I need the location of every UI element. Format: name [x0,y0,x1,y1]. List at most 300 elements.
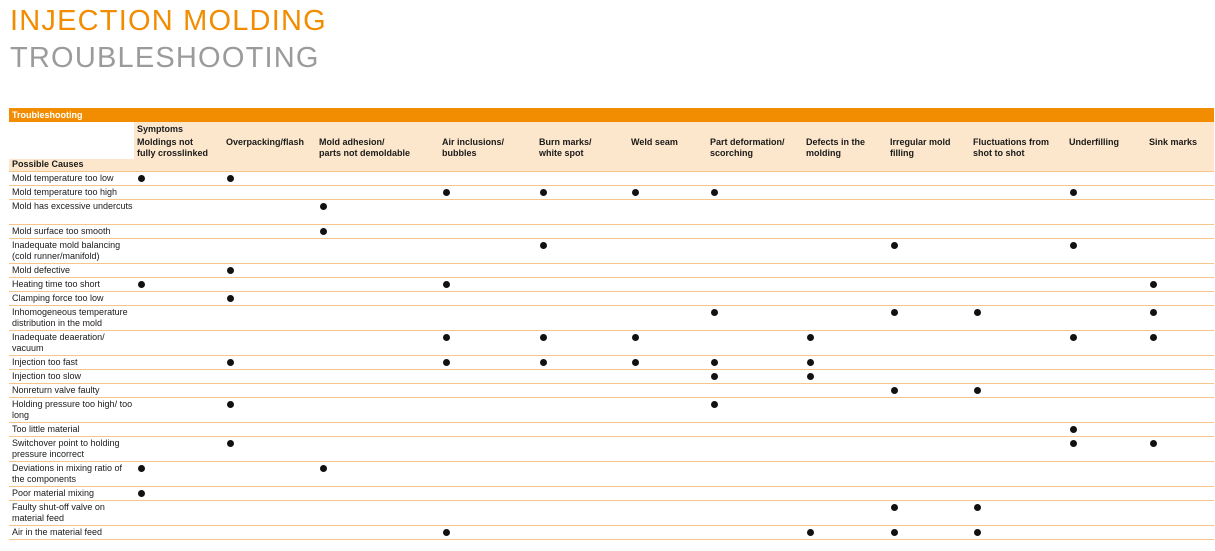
page-title: INJECTION MOLDING [10,5,327,37]
bullet-dot-icon [891,242,898,249]
mark-cell [803,238,887,263]
mark-cell [970,369,1066,383]
mark-cell [803,383,887,397]
mark-cell [1066,291,1146,305]
mark-cell [970,224,1066,238]
mark-cell [628,171,707,185]
table-row [9,224,1214,238]
mark-cell [707,397,803,422]
table-row [9,422,1214,436]
mark-cell [134,171,223,185]
symptom-header-line: Underfilling [1069,137,1119,147]
bullet-dot-icon [138,490,145,497]
mark-cell [803,436,887,461]
cause-label: Mold defective [9,263,134,277]
mark-cell [134,224,223,238]
mark-cell [970,185,1066,199]
mark-cell [223,500,316,525]
mark-cell [1066,461,1146,486]
cause-label: Nonreturn valve faulty [9,383,134,397]
table-row [9,199,1214,224]
symptom-header-line: Moldings not [137,137,193,147]
mark-cell [803,355,887,369]
mark-cell [316,171,439,185]
mark-cell [316,224,439,238]
cause-label: Switchover point to holding pressure incorrect [9,436,134,461]
mark-cell [707,330,803,355]
mark-cell [628,500,707,525]
causes-band-cell [1066,159,1146,171]
mark-cell [223,383,316,397]
mark-cell [1066,330,1146,355]
bullet-dot-icon [807,359,814,366]
bullet-dot-icon [443,281,450,288]
mark-cell [628,291,707,305]
mark-cell [970,461,1066,486]
mark-cell [439,238,536,263]
mark-cell [316,383,439,397]
bullet-dot-icon [138,281,145,288]
mark-cell [707,383,803,397]
mark-cell [1146,263,1214,277]
mark-cell [1066,369,1146,383]
mark-cell [223,171,316,185]
mark-cell [803,461,887,486]
mark-cell [628,330,707,355]
symptom-header [803,135,887,159]
mark-cell [628,397,707,422]
mark-cell [134,500,223,525]
mark-cell [316,397,439,422]
symptom-header-line: Air inclusions/ [442,137,505,147]
cause-label: Too little material [9,422,134,436]
causes-band-cell [1146,159,1214,171]
mark-cell [316,291,439,305]
mark-cell [536,525,628,539]
bullet-dot-icon [227,175,234,182]
bullet-dot-icon [540,359,547,366]
mark-cell [707,436,803,461]
bullet-dot-icon [891,309,898,316]
bullet-dot-icon [443,359,450,366]
mark-cell [223,436,316,461]
bullet-dot-icon [891,504,898,511]
mark-cell [970,277,1066,291]
bullet-dot-icon [227,440,234,447]
mark-cell [1066,422,1146,436]
mark-cell [803,277,887,291]
mark-cell [970,330,1066,355]
bullet-dot-icon [443,334,450,341]
mark-cell [439,369,536,383]
symptom-header-line: filling [890,148,914,158]
cause-label: Inhomogeneous temperature distribution in the mold [9,305,134,330]
mark-cell [439,397,536,422]
bullet-dot-icon [632,189,639,196]
bullet-dot-icon [443,189,450,196]
bullet-dot-icon [807,334,814,341]
mark-cell [1146,383,1214,397]
mark-cell [1146,330,1214,355]
mark-cell [887,291,970,305]
causes-label: Possible Causes [9,159,134,171]
bullet-dot-icon [711,401,718,408]
bullet-dot-icon [227,267,234,274]
mark-cell [536,185,628,199]
symptom-header-line: Mold adhesion/ [319,137,385,147]
mark-cell [536,486,628,500]
page-subtitle: TROUBLESHOOTING [10,42,320,74]
bullet-dot-icon [807,529,814,536]
bullet-dot-icon [227,401,234,408]
mark-cell [439,199,536,224]
mark-cell [1066,383,1146,397]
bullet-dot-icon [1150,440,1157,447]
mark-cell [1066,199,1146,224]
mark-cell [628,263,707,277]
mark-cell [887,397,970,422]
mark-cell [134,330,223,355]
mark-cell [707,486,803,500]
mark-cell [316,461,439,486]
mark-cell [439,291,536,305]
bullet-dot-icon [891,387,898,394]
mark-cell [223,224,316,238]
table-row [9,330,1214,355]
mark-cell [316,422,439,436]
mark-cell [803,171,887,185]
mark-cell [707,500,803,525]
mark-cell [887,263,970,277]
mark-cell [628,355,707,369]
symptom-header-line: fully crosslinked [137,148,209,158]
bullet-dot-icon [711,359,718,366]
bullet-dot-icon [1070,334,1077,341]
mark-cell [134,383,223,397]
mark-cell [887,383,970,397]
mark-cell [439,422,536,436]
mark-cell [1146,171,1214,185]
mark-cell [1146,305,1214,330]
mark-cell [439,383,536,397]
symptom-header-line: white spot [539,148,584,158]
mark-cell [1066,263,1146,277]
mark-cell [1066,171,1146,185]
bullet-dot-icon [891,529,898,536]
bullet-dot-icon [1070,440,1077,447]
spacer-cell [9,135,134,159]
mark-cell [316,436,439,461]
bullet-dot-icon [443,529,450,536]
mark-cell [628,224,707,238]
cause-label: Deviations in mixing ratio of the components [9,461,134,486]
table-row [9,383,1214,397]
mark-cell [439,436,536,461]
cause-label: Faulty shut-off valve on material feed [9,500,134,525]
table-row [9,277,1214,291]
mark-cell [707,291,803,305]
symptom-header-line: bubbles [442,148,477,158]
bullet-dot-icon [974,309,981,316]
mark-cell [707,422,803,436]
cause-label: Air in the material feed [9,525,134,539]
mark-cell [134,305,223,330]
mark-cell [1146,185,1214,199]
bullet-dot-icon [320,203,327,210]
mark-cell [803,369,887,383]
bullet-dot-icon [807,373,814,380]
cause-label: Mold surface too smooth [9,224,134,238]
cause-label: Mold has excessive undercuts [9,199,134,224]
mark-cell [1066,238,1146,263]
cause-label: Heating time too short [9,277,134,291]
symptom-header-line: Overpacking/flash [226,137,305,147]
mark-cell [887,436,970,461]
cause-label: Injection too slow [9,369,134,383]
table-header-label: Troubleshooting [9,108,1214,122]
mark-cell [1146,500,1214,525]
table-row [9,238,1214,263]
mark-cell [536,224,628,238]
mark-cell [803,525,887,539]
symptom-header [536,135,628,159]
symptom-header [1066,135,1146,159]
bullet-dot-icon [1150,281,1157,288]
mark-cell [970,525,1066,539]
mark-cell [887,185,970,199]
mark-cell [439,263,536,277]
mark-cell [887,355,970,369]
table-row [9,171,1214,185]
mark-cell [223,525,316,539]
mark-cell [628,277,707,291]
symptom-header [134,135,223,159]
mark-cell [536,461,628,486]
mark-cell [536,422,628,436]
mark-cell [887,277,970,291]
mark-cell [223,199,316,224]
bullet-dot-icon [711,309,718,316]
table-row [9,397,1214,422]
mark-cell [223,238,316,263]
causes-band-cell [970,159,1066,171]
mark-cell [439,330,536,355]
bullet-dot-icon [1070,189,1077,196]
mark-cell [1146,461,1214,486]
cause-label: Injection too fast [9,355,134,369]
mark-cell [439,461,536,486]
bullet-dot-icon [540,189,547,196]
symptom-header-line: molding [806,148,841,158]
mark-cell [707,185,803,199]
cause-label: Poor material mixing [9,486,134,500]
mark-cell [134,291,223,305]
mark-cell [316,525,439,539]
bullet-dot-icon [540,334,547,341]
mark-cell [1146,355,1214,369]
mark-cell [628,461,707,486]
mark-cell [134,486,223,500]
table-header-bar [9,108,1214,122]
mark-cell [970,263,1066,277]
mark-cell [887,500,970,525]
mark-cell [887,422,970,436]
bullet-dot-icon [974,529,981,536]
bullet-dot-icon [138,175,145,182]
mark-cell [1066,436,1146,461]
cause-label: Inadequate mold balancing (cold runner/manifold) [9,238,134,263]
mark-cell [316,199,439,224]
mark-cell [536,369,628,383]
symptom-header-line: scorching [710,148,754,158]
mark-cell [707,355,803,369]
symptom-header [1146,135,1214,159]
causes-band-cell [536,159,628,171]
bullet-dot-icon [1070,426,1077,433]
mark-cell [803,486,887,500]
mark-cell [803,330,887,355]
mark-cell [970,305,1066,330]
bullet-dot-icon [138,465,145,472]
table-row [9,369,1214,383]
mark-cell [628,305,707,330]
mark-cell [887,461,970,486]
mark-cell [223,263,316,277]
table-row [9,263,1214,277]
mark-cell [1146,397,1214,422]
mark-cell [970,238,1066,263]
mark-cell [1146,369,1214,383]
symptom-header-line: shot to shot [973,148,1025,158]
bullet-dot-icon [1150,309,1157,316]
mark-cell [134,436,223,461]
mark-cell [887,238,970,263]
cause-label: Holding pressure too high/ too long [9,397,134,422]
symptom-header-line: Part deformation/ [710,137,785,147]
symptom-header-line: Burn marks/ [539,137,592,147]
mark-cell [887,305,970,330]
mark-cell [536,199,628,224]
table-row [9,461,1214,486]
troubleshooting-table [9,108,1214,540]
mark-cell [223,330,316,355]
bullet-dot-icon [320,228,327,235]
table-row [9,500,1214,525]
mark-cell [536,263,628,277]
mark-cell [439,500,536,525]
mark-cell [316,277,439,291]
mark-cell [1066,500,1146,525]
mark-cell [707,277,803,291]
mark-cell [134,397,223,422]
mark-cell [628,486,707,500]
mark-cell [316,185,439,199]
mark-cell [536,330,628,355]
bullet-dot-icon [711,373,718,380]
mark-cell [803,199,887,224]
mark-cell [628,199,707,224]
mark-cell [707,263,803,277]
mark-cell [1146,238,1214,263]
mark-cell [536,397,628,422]
mark-cell [970,171,1066,185]
bullet-dot-icon [632,359,639,366]
mark-cell [316,263,439,277]
mark-cell [803,185,887,199]
symptom-header-row [9,135,1214,159]
mark-cell [707,238,803,263]
mark-cell [223,277,316,291]
causes-band-cell [316,159,439,171]
cause-label: Clamping force too low [9,291,134,305]
cause-label: Mold temperature too high [9,185,134,199]
mark-cell [887,486,970,500]
mark-cell [439,171,536,185]
mark-cell [628,238,707,263]
mark-cell [439,277,536,291]
mark-cell [707,305,803,330]
mark-cell [134,185,223,199]
table-row [9,436,1214,461]
mark-cell [439,486,536,500]
causes-band-cell [887,159,970,171]
mark-cell [803,291,887,305]
bullet-dot-icon [540,242,547,249]
mark-cell [439,355,536,369]
mark-cell [628,369,707,383]
mark-cell [1066,355,1146,369]
mark-cell [707,525,803,539]
mark-cell [970,436,1066,461]
mark-cell [223,369,316,383]
mark-cell [134,263,223,277]
table-row [9,486,1214,500]
table-row [9,185,1214,199]
mark-cell [887,369,970,383]
bullet-dot-icon [632,334,639,341]
mark-cell [628,383,707,397]
mark-cell [134,525,223,539]
mark-cell [316,486,439,500]
mark-cell [223,355,316,369]
mark-cell [536,355,628,369]
mark-cell [536,171,628,185]
symptom-header-line: Irregular mold [890,137,951,147]
causes-band-cell [439,159,536,171]
mark-cell [536,291,628,305]
mark-cell [970,397,1066,422]
mark-cell [970,291,1066,305]
causes-label-row [9,159,1214,171]
mark-cell [536,305,628,330]
mark-cell [1146,422,1214,436]
spacer-cell [9,122,134,135]
mark-cell [1146,199,1214,224]
mark-cell [1066,397,1146,422]
symptom-header [316,135,439,159]
mark-cell [1146,277,1214,291]
mark-cell [223,291,316,305]
mark-cell [707,199,803,224]
mark-cell [1066,277,1146,291]
causes-band-cell [803,159,887,171]
bullet-dot-icon [227,295,234,302]
mark-cell [223,486,316,500]
mark-cell [1146,436,1214,461]
bullet-dot-icon [227,359,234,366]
mark-cell [970,355,1066,369]
mark-cell [316,369,439,383]
